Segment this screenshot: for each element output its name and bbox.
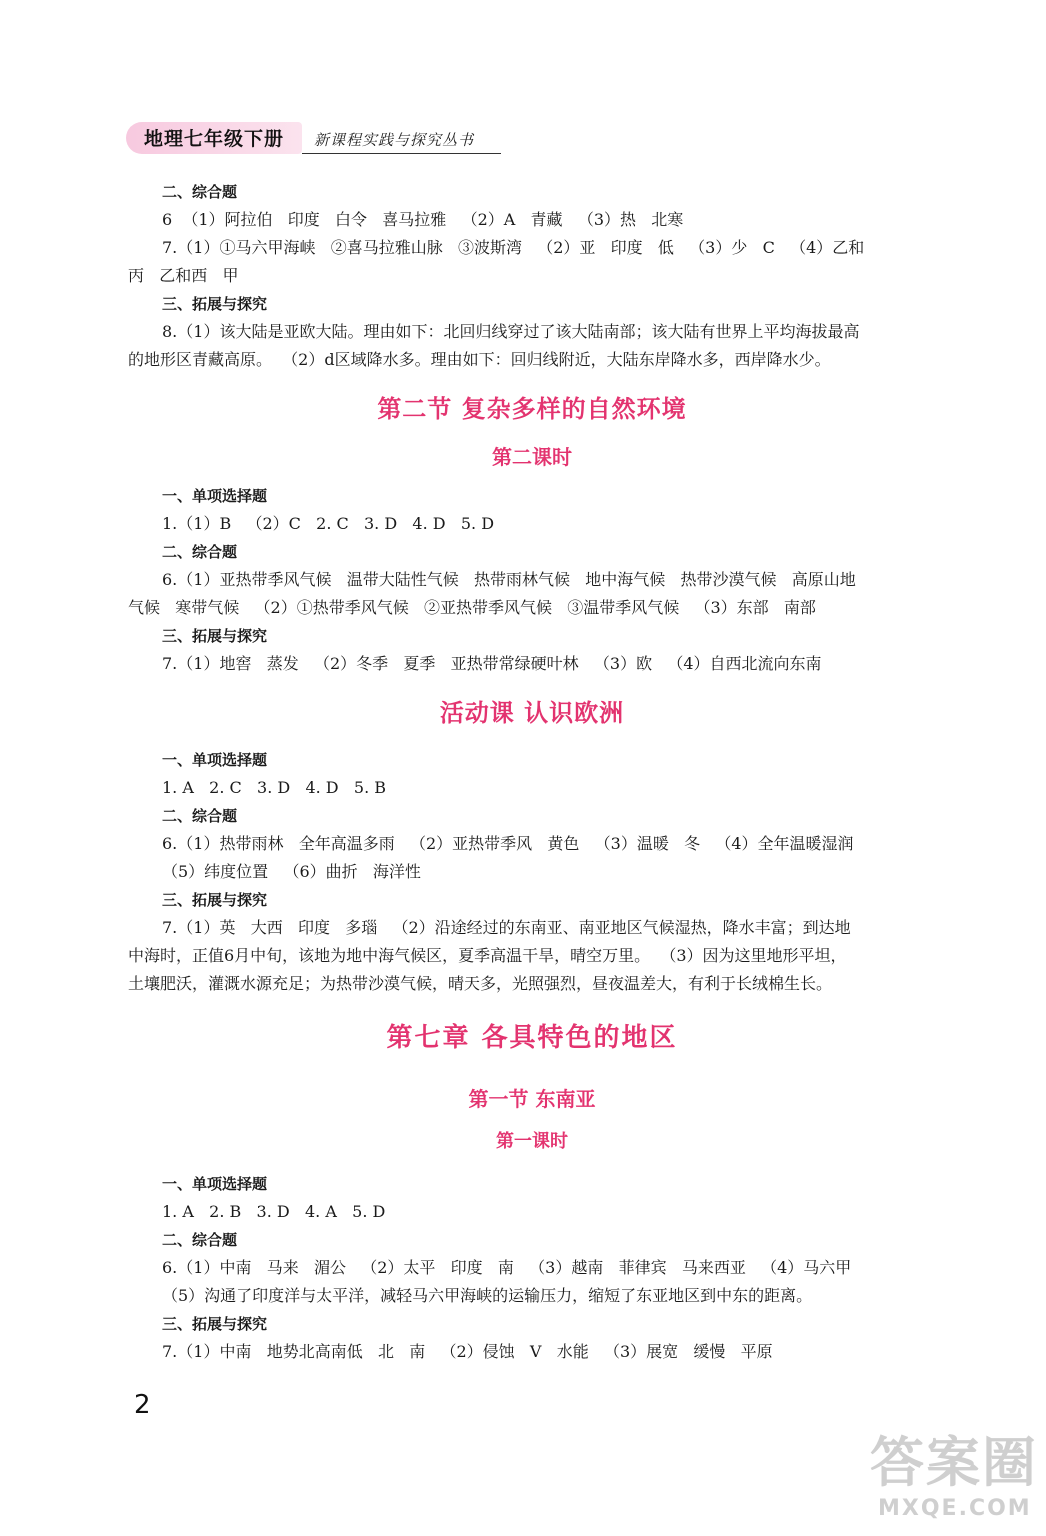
answer-line: 1.（1）B （2）C 2. C 3. D 4. D 5. D	[162, 514, 495, 533]
answer-line: 7.（1）中南 地势北高南低 北 南 （2）侵蚀 V 水能 （3）展宽 缓慢 平原	[162, 1342, 773, 1361]
section-heading: 三、拓展与探究	[162, 891, 268, 909]
section-heading: 一、单项选择题	[162, 487, 268, 505]
header-badge	[126, 122, 302, 154]
answer-line: 6.（1）中南 马来 湄公 （2）太平 印度 南 （3）越南 菲律宾 马来西亚 （4）马六甲	[162, 1258, 852, 1277]
section-heading: 二、综合题	[162, 1231, 238, 1249]
answer-line: 8.（1）该大陆是亚欧大陆。理由如下：北回归线穿过了该大陆南部；该大陆有世界上平均海拔最高	[162, 322, 860, 341]
page-header	[126, 122, 501, 156]
section-heading: 二、综合题	[162, 183, 238, 201]
book-title: 地理七年级下册	[144, 128, 285, 150]
watermark-url: MXQE.COM	[878, 1496, 1032, 1521]
answer-line: 丙 乙和西 甲	[128, 266, 239, 285]
chapter-title: 第七章 各具特色的地区	[386, 1023, 678, 1053]
answer-line: 6 （1）阿拉伯 印度 白令 喜马拉雅 （2）A 青藏 （3）热 北寒	[162, 210, 684, 229]
lesson-title: 第一课时	[496, 1131, 568, 1152]
watermark-logo	[870, 1420, 1040, 1530]
answer-line: （5）纬度位置 （6）曲折 海洋性	[162, 862, 421, 881]
header-rule	[302, 153, 501, 154]
answer-line: 6.（1）热带雨林 全年高温多雨 （2）亚热带季风 黄色 （3）温暖 冬 （4）全年温暖湿润	[162, 834, 854, 853]
section-heading: 一、单项选择题	[162, 751, 268, 769]
section-heading: 三、拓展与探究	[162, 1315, 268, 1333]
section-heading: 三、拓展与探究	[162, 627, 268, 645]
page-number: 2	[134, 1390, 151, 1420]
answer-line: 中海时，正值6月中旬，该地为地中海气候区，夏季高温干旱，晴空万里。 （3）因为这里地形平坦，	[128, 946, 847, 965]
answer-line: 6.（1）亚热带季风气候 温带大陆性气候 热带雨林气候 地中海气候 热带沙漠气候 高原山地	[162, 570, 856, 589]
series-name: 新课程实践与探究丛书	[314, 131, 475, 149]
section-heading: 二、综合题	[162, 807, 238, 825]
answer-line: 7.（1）①马六甲海峡 ②喜马拉雅山脉 ③波斯湾 （2）亚 印度 低 （3）少 C （4）乙和	[162, 238, 865, 257]
answer-line: 土壤肥沃，灌溉水源充足；为热带沙漠气候，晴天多，光照强烈，昼夜温差大，有利于长绒棉生长。	[128, 974, 833, 993]
section-title: 活动课 认识欧洲	[439, 699, 625, 727]
answer-content	[128, 178, 936, 1366]
answer-line: 1. A 2. B 3. D 4. A 5. D	[162, 1202, 386, 1221]
section-title: 第二节 复杂多样的自然环境	[377, 395, 687, 423]
watermark-text: 答案圈	[870, 1431, 1038, 1494]
lesson-title: 第一节 东南亚	[468, 1087, 596, 1111]
section-heading: 一、单项选择题	[162, 1175, 268, 1193]
answer-line: 7.（1）地窖 蒸发 （2）冬季 夏季 亚热带常绿硬叶林 （3）欧 （4）自西北流向东南	[162, 654, 822, 673]
answer-line: 1. A 2. C 3. D 4. D 5. B	[162, 778, 386, 797]
answer-line: 7.（1）英 大西 印度 多瑙 （2）沿途经过的东南亚、南亚地区气候湿热，降水丰富；到达地	[162, 918, 851, 937]
answer-line: 气候 寒带气候 （2）①热带季风气候 ②亚热带季风气候 ③温带季风气候 （3）东部 南部	[128, 598, 816, 617]
answer-line: （5）沟通了印度洋与太平洋，减轻马六甲海峡的运输压力，缩短了东亚地区到中东的距离。	[162, 1286, 813, 1305]
section-heading: 三、拓展与探究	[162, 295, 268, 313]
section-heading: 二、综合题	[162, 543, 238, 561]
lesson-title: 第二课时	[492, 445, 572, 469]
answer-line: 的地形区青藏高原。 （2）d区域降水多。理由如下：回归线附近，大陆东岸降水多，西岸降水少。	[128, 350, 831, 369]
